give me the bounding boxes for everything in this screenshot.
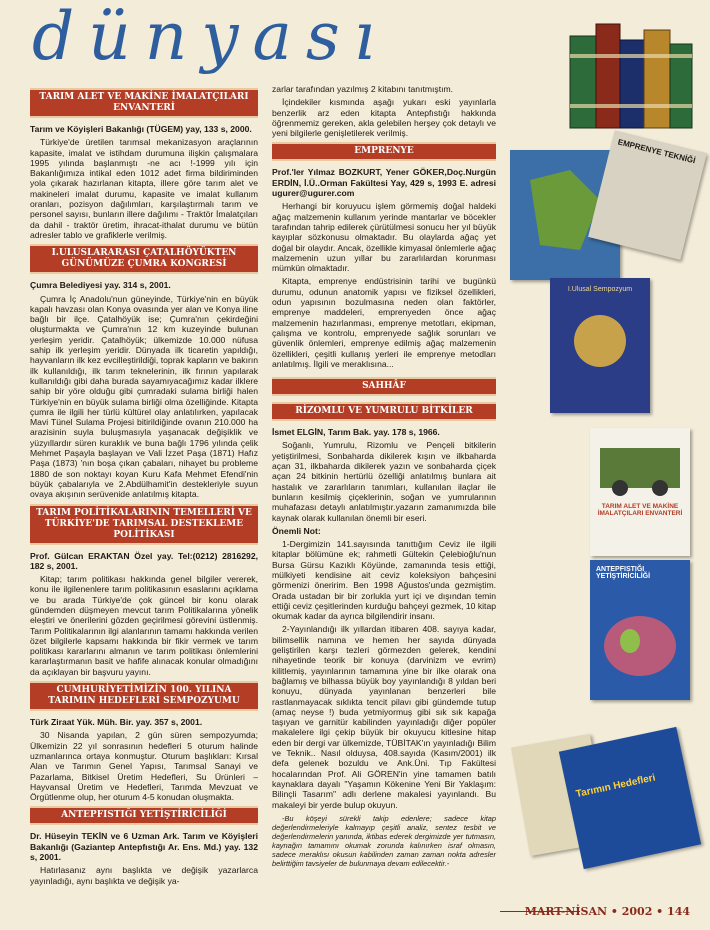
section-body: zarlar tarafından yazılmış 2 kitabını tanıtmıştım. [272,84,454,94]
cover-title: EMPRENYE TEKNİĞİ [616,137,697,166]
book-cover-tarim-alet [590,428,690,556]
section-body: İçindekiler kısmında aşağı yukarı eski yayınlarla benzerlik arz eden kitapta Antepfıstığı hakkında öğrenmemiz gereken, akla gelebilen herşey çok detaylı ve yeni bilgilerle genişletilerek verilmiş. [272,97,496,139]
book-reference: Dr. Hüseyin TEKİN ve 6 Uzman Ark. Tarım ve Köyişleri Bakanlığı (Gaziantep Antepfıstığı Ar. Ens. Md.) yay. 132 s, 2001. [30,831,258,863]
book-reference: Çumra Belediyesi yay. 314 s, 2001. [30,280,171,291]
book-reference: Prof. Gülcan ERAKTAN Özel yay. Tel:(0212) 2816292, 182 s, 2001. [30,550,258,571]
section-heading: CUMHURİYETİMİZİN 100. YILINA TARIMIN HEDEFLERİ SEMPOZYUMU [30,681,258,711]
book-reference: İsmet ELGİN, Tarım Bak. yay. 178 s, 1966. [272,427,440,438]
book-cover-congress [550,278,650,413]
book-cover-sempozyum-2 [559,727,701,869]
section-body: Türkiye'de üretilen tarımsal mekanizasyon araçlarının kapasite, imalat ve istihdam durumuna ilişkin çalışmalara 1995 yılında başlanmıştı -ne acı !-1999 yılı için Bakanlığımıza intikal eden 1012 adet firma bildiriminden yola çıkarak hazırlanan kitapta, illere göre tarım alet ve makineleri imalat durumu, kapasite ve imalat kullanım oranları, pozisyon dağılımları, karşılaştırmalı tarım ve personel sayısı, bunların illere dağılımı - Traktör İmalatçıları da dahil - traktör üretim, ihracat-ithalat durumu ve bütün adresler tablo ve grafiklerle verilmiş. [30,137,258,240]
book-reference: Tarım ve Köyişleri Bakanlığı (TÜGEM) yay, 133 s, 2000. [30,124,252,134]
section-body: Herhangi bir koruyucu işlem görmemiş doğal haldeki ağaç malzemenin kullanım yerinde mantarlar ve böcekler tarafından tahrip edilerek çürütülmesi sonucu her yıl büyük kayıplar sözkonusu olmaktadır. Bu olaylarda ağaç yet doğal bir olaydır. Ancak, özellikle kimyasal önlemlerle ağaç malzemenin uzun yıllar bu zararlılardan korunması mümkün olmaktadır. [272,201,496,274]
column-left [30,84,258,889]
cover-title: Tarımın Hedefleri [574,772,657,801]
closing-note: -Bu köşeyi sürekli takip edenlere; sadece kitap değerlendirmeleriyle kalmayıp çeşitli analiz, sentez tesbit ve değerlendirmelerin yanında, iktibas ederek dergimizde yer tutmasın, kaynağın tamamını okumak zorunda kalınırken israf olmasın, sadece meraklısı okusun kabilinden zaman zaman nokta adresler belirttiğim tavsiyeler de bulunmaya devam edilecektir.- [272,813,496,868]
section-heading: TARIM POLİTİKALARININ TEMELLERİ VE TÜRKİYE'DE TARIMSAL DESTEKLEME POLİTİKASI [30,504,258,545]
note-heading: Önemli Not: [272,525,321,536]
section-body: Hatırlasanız aynı başlıkta ve değişik yazarlarca yayınladığı, aynı başlıkta ve değişik ya- [30,865,258,886]
section-heading: ANTEPFISTIĞI YETİŞTİRİCİLİĞİ [30,806,258,825]
section-heading: RİZOMLU VE YUMRULU BİTKİLER [272,402,496,421]
section-body: Çumra İç Anadolu'nun güneyinde, Türkiye'nin en büyük kapalı havzası olan Konya ovasında yer alan ve Konya iline bağlı bir ilçe. Çatalhöyük ise; Çumra'nın çekirdeğini oluşturmakta ve Çumra'nın 12 km kuzeyinde bulunan yerleşim yeridir. Çatalhöyük; ülkemizde 10.000 nüfusa sahip ilk yerleşim yeridir. Dünyada ilk ticaretin yapıldığı, hayvanların ilk kez evcilleştirildiği, toprak kapların ve bakırın ilk kullanıldığı, ilk tarım teknelerinin, ilk fırının yapılarak kullanıldığı gibi daha burada sayamıyacağımız kadar ilklere sahip bir yöre olduğu gibi çumradaki sulama birliği halen Türkiye'nin en büyük sulama birliği olma özelliğinde. Kitapta çumra ile ilgili her türlü kültürel olay anlatılırken, yapılacak Mavi Tünel Sulama Projesi bitirildiğinde ovanın 210.000 ha arazisinin suyla buluşmasıyla yaşanacak değişiklik ve yüzyıllardır süren kuraklık ve buna bağlı 1796 yılında çelik Mehmet Paşayla başlayan ve Vali İzzet Paşa (1871) Hafız Paşa (1873) 'nın boşa çıkan çabaları, nihayet bu probleme 1880 de son noktayı koyan Kuru Kafa Mehmet Efendi'nin büyük çabalarıyla ve 2.Abdülhamit'in destekleriyle suyun ovaya akışının serüvenide anlatılmış kitapta. [30,293,258,500]
section-body: Kitap; tarım politikası hakkında genel bilgiler vererek, konu ile ilgilenenlere tarım politikasının esaslarını açıklama ve bu arada Türkiye'de çok güncel bir konu olarak gündemden düşmeyen mevcut tarım Politikalarına yönelik eleştiri ve önerilerini gözden geçirilmesi görevini üstlenmiş. Tarım Politikalarının ilgi alanlarının tamamı hakkında verilen özet bilgilerle kapsamı hakkında bir fikir vermek ve tarım politikası kararlarını almanın ve tarım politikası önlemlerini kararlaştırmanın basit ve hafife alınacak konular olmadığını da açıklayan bir başvuru yayını. [30,574,258,677]
sahhaf-heading: SAHHÂF [272,377,496,396]
cover-title: ANTEPFISTIĞI YETİŞTİRİCİLİĞİ [596,566,651,580]
book-reference: Prof.'ler Yılmaz BOZKURT, Yener GÖKER,Doç.Nurgün ERDİN, İ.Ü..Orman Fakültesi Yay, 429 s, 1993 E. adresi ugurer@ugurer.com [272,167,496,199]
section-body: Soğanlı, Yumrulu, Rizomlu ve Pençeli bitkilerin yetiştirilmesi, Sonbaharda dikilerek kışın ve ilkbaharda açan 31, ilkbaharda dikilerek yazın ve sonbaharda çiçek açan 24 bitkinin hertürlü özelliği anlatılmış bunlara ait hastalık ve zararlıların tanımları, kullanılan ilaçlar ile bunların kesilmiş çiçeklerinin, soğan ve yumrularının muhafazası detaylı anlatılmıştır.yazarın zamanımızda bile kaynak olarak kullanılan önemli bir eseri. [272,440,496,523]
section-body: Kitapta, emprenye endüstrisinin tarihi ve bugünkü durumu, odunun anatomik yapısı ve fiziksel özellikleri, odun yapısının bozulmasına neden olan faktörler, emprenye maddeleri, emprenyeden önce ağaç malzemenin hazırlanması, emprenye metotları, ekipman, çalışma ve kontrolu, emprenyede sağlık sorunları ve güvenlik önlemleri, emprenye edilmiş ağaç malzemenin özellikleri, çeşitli kullanış yerleri ile emprenye metodları anlatılmış. İlgili ve meraklısına... [272,276,496,369]
masthead [0,0,710,75]
masthead-title: dünyası [32,0,389,75]
section-heading: I.ULUSLARARASI ÇATALHÖYÜKTEN GÜNÜMÜZE ÇUMRA KONGRESİ [30,244,258,274]
page-footer: MART-NİSAN • 2002 • 144 [524,905,690,918]
column-middle [272,84,496,871]
cover-title: I.Ulusal Sempozyum [567,286,633,293]
section-heading: TARIM ALET VE MAKİNE İMALATÇILARI ENVANTERİ [30,88,258,118]
book-cover-antepfistigi [590,560,690,700]
note-2: 2-Yayınlandığı ilk yıllardan itibaren 408. sayıya kadar, bilimsellik namına ve hemen her sayıda dünyada geliştirilen karşı tezleri görmezden gelerek, kendini nihayetinde teorik bir konuya (darvinizm ve evrim) kilitlemiş, yayınlarının tamamına yine bir ilke olarak ona bağlamış ve bilhassa büyük boy yayınlandığı 8 yıldan beri konuyu, dünyada yayınlanan benzerleri bile rastlanmayacak sıklıkta tencit pilavı gibi gündemde tutup (amaç neyse !) buda yetmiyormuş gibi sık sık kapağa taşıyan ve garnitür kabilinden yayınladığı diğer popüler makalelere ilgi çekip büyük bir okuyucu kitlesine hitap eden bir dergi var ülkemizde, TÜBİTAK'ın yayınladığı Bilim ve Teknik.. Nasıl olduysa, 408.sayıda (Kasım/2001) ilk defa gelenek bozuldu ve Ank.Üni. Tıp Fakültesi hocalarından Prof. Ali GÖREN'in yine tamamen batılı kaynaklara dayalı "Yaşamın Kökenine Yeni Bir Yaklaşım: Bilinçli Tasarım" adlı derlene makalesi yayınlandı. Bu makaleyi bir yerde bulup okuyun. [272,624,496,810]
book-reference: Türk Ziraat Yük. Müh. Bir. yay. 357 s, 2001. [30,717,203,728]
cover-title: TARIM ALET VE MAKİNE İMALATÇILARI ENVANTERİ [597,503,683,517]
section-body: 30 Nisanda yapılan, 2 gün süren sempozyumda; Ülkemizin 22 yıl sonrasının hedefleri 5 oturum halinde uzmanlarınca ortaya konmuştur. Oturum başlıkları: Kırsal Alan ve Tarımın Genel Yapısı, Tarımsal Sanayi ve Pazarlama, Bitkisel Üretim Hedefleri, Su Ürünleri – Hayvansal Üretim ve Hedefleri, Tarımda Mevzuat ve Örgütlenme olup, her oturum 4-5 konudan oluşmakta. [30,730,258,803]
note-1: 1-Dergimizin 141.sayısında tanıttığım Ceviz ile ilgili kitaplar bölümüne ek; rahmetli Gültekin Çelebioğlu'nun Bursa Gürsu Kazıklı Köyünde, zamanında tesis ettiği, mülkiyeti kendisine ait ceviz koleksiyon bahçesini görmenizi öneririm. Ben 1998 Ağustos'unda gezmiştim. Orada ustadan bir bir zorlukla yurt içi ve dışından temin ettiği ceviz çeşitlerinden kurduğu bahçeyi gezmek, 10 kitap okumak kadar da ayrıca bilgilendirir insanı. [272,539,496,622]
section-heading: EMPRENYE [272,142,496,161]
books-illustration [562,14,702,132]
